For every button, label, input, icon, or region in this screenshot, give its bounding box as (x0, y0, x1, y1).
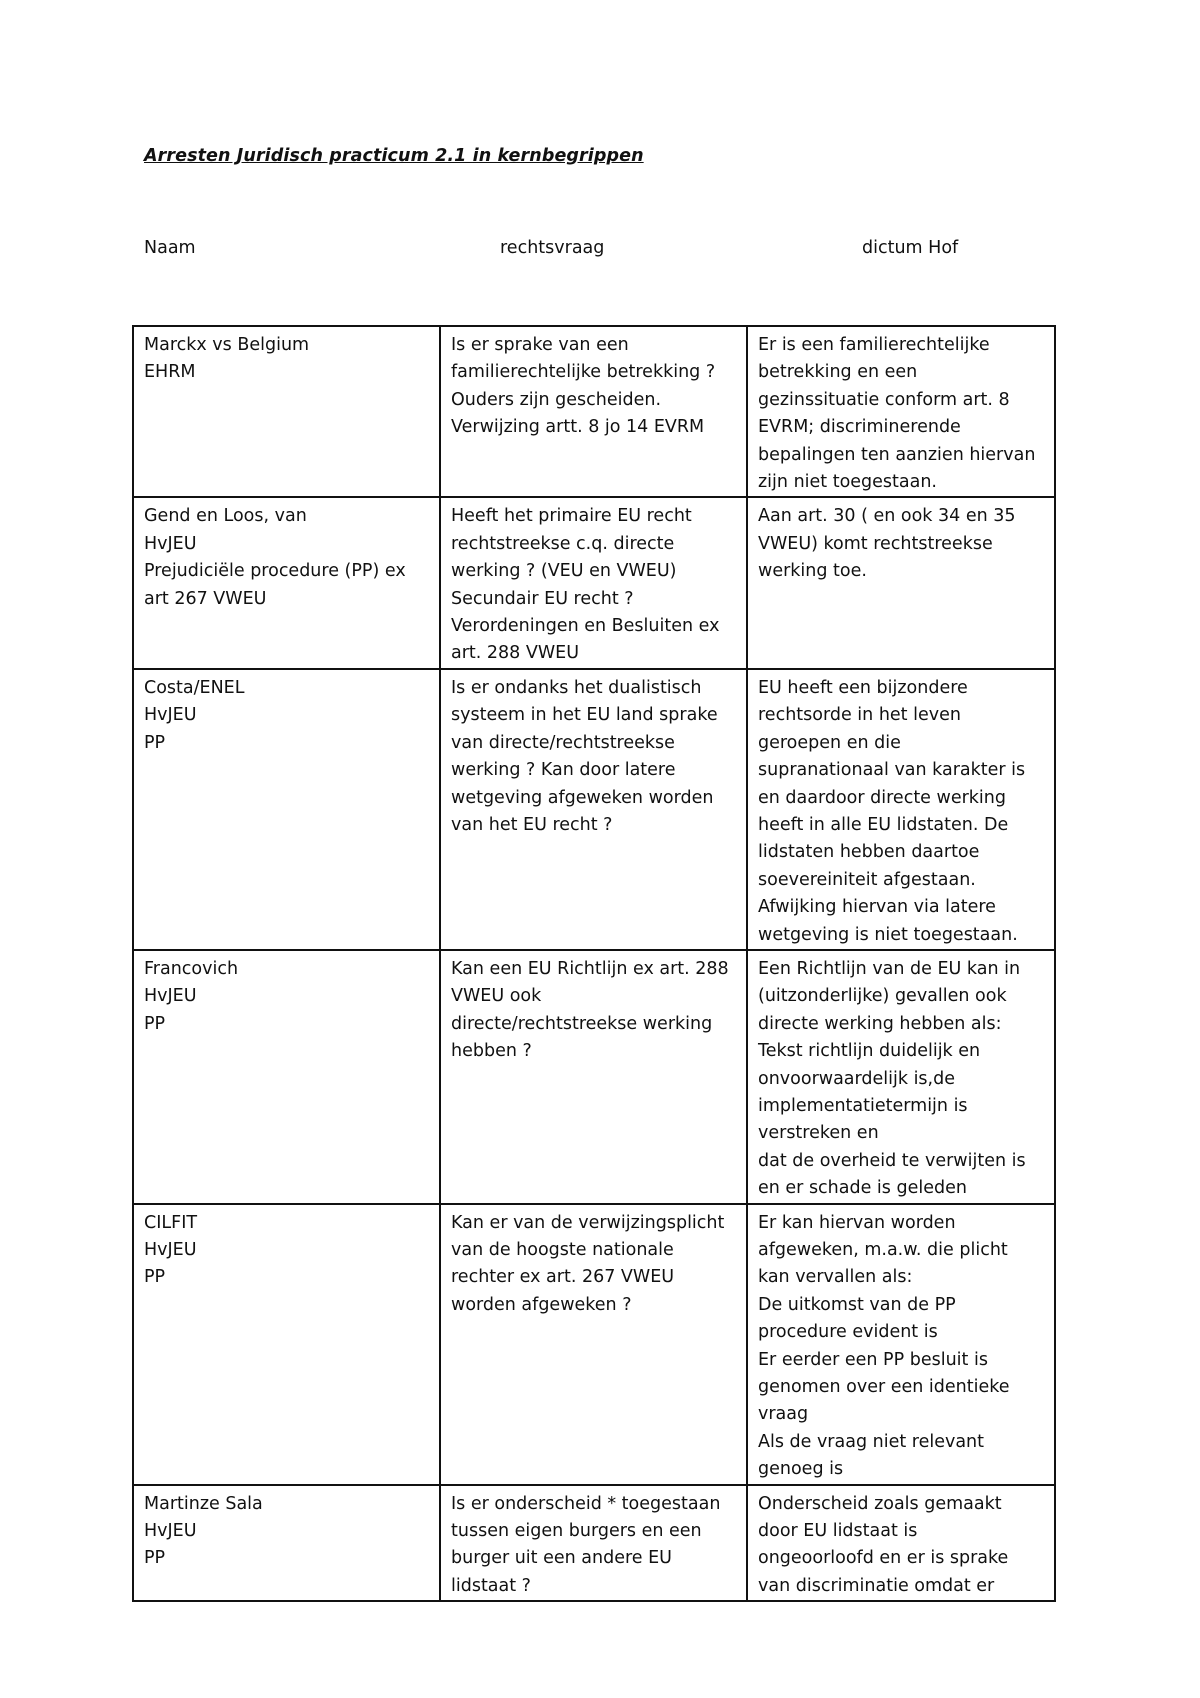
naam-cell (133, 1485, 440, 1602)
cell-line: Verwijzing artt. 8 jo 14 EVRM (451, 417, 705, 438)
naam-cell (133, 669, 440, 950)
cell-line: EVRM; discriminerende (758, 417, 961, 438)
cell-line: vraag (758, 1404, 809, 1425)
cell-line: zijn niet toegestaan. (758, 472, 937, 493)
cell-line: (uitzonderlijke) gevallen ook (758, 986, 1007, 1007)
cell-line: Een Richtlijn van de EU kan in (758, 958, 1021, 979)
cell-line: Verordeningen en Besluiten ex (451, 616, 720, 637)
cell-line: Er is een familierechtelijke (758, 335, 990, 355)
cell-line: geroepen en die (758, 732, 901, 753)
cell-line: burger uit een andere EU (451, 1548, 672, 1569)
table-row (133, 497, 1055, 668)
cell-line: familierechtelijke betrekking ? (451, 362, 716, 383)
cell-line: CILFIT (144, 1212, 198, 1233)
cell-line: Heeft het primaire EU recht (451, 506, 692, 527)
cell-line: van de hoogste nationale (451, 1240, 674, 1260)
cell-line: Is er sprake van een (451, 335, 629, 355)
cell-line: wetgeving afgeweken worden (451, 787, 714, 808)
cell-line: Gend en Loos, van (144, 506, 307, 527)
cell-line: hebben ? (451, 1041, 532, 1062)
naam-cell (133, 1204, 440, 1485)
cell-line: EU heeft een bijzondere (758, 677, 968, 698)
cell-line: ongeoorloofd en er is sprake (758, 1548, 1009, 1569)
cell-line: implementatietermijn is (758, 1095, 968, 1116)
cell-line: lidstaten hebben daartoe (758, 842, 980, 863)
dictum-cell (747, 497, 1055, 668)
cell-line: bepalingen ten aanzien hiervan (758, 444, 1036, 465)
cell-line: VWEU) komt rechtstreekse (758, 533, 993, 554)
cell-line: VWEU ook (451, 986, 542, 1007)
table-row (133, 669, 1055, 950)
dictum-cell (747, 326, 1055, 497)
cell-line: HvJEU (144, 1240, 197, 1260)
naam-cell (133, 950, 440, 1204)
cell-line: tussen eigen burgers en een (451, 1521, 702, 1542)
cell-line: lidstaat ? (451, 1575, 531, 1596)
cell-line: Is er onderscheid * toegestaan (451, 1493, 721, 1514)
rechtsvraag-cell (440, 1485, 747, 1602)
dictum-cell (747, 669, 1055, 950)
cell-line: Er eerder een PP besluit is (758, 1349, 988, 1370)
cell-line: Kan een EU Richtlijn ex art. 288 (451, 958, 729, 979)
cell-line: werking ? (VEU en VWEU) (451, 561, 677, 582)
cell-line: onvoorwaardelijk is,de (758, 1068, 955, 1089)
cell-line: PP (144, 732, 166, 753)
rechtsvraag-cell (440, 950, 747, 1204)
cell-line: PP (144, 1267, 166, 1288)
rechtsvraag-cell (440, 1204, 747, 1485)
cell-line: Costa/ENEL (144, 677, 245, 698)
cell-line: Is er ondanks het dualistisch (451, 677, 702, 698)
table-row (133, 1485, 1055, 1602)
rechtsvraag-cell (440, 497, 747, 668)
cell-line: Aan art. 30 ( en ook 34 en 35 (758, 506, 1016, 527)
rechtsvraag-cell (440, 326, 747, 497)
column-header-rechtsvraag: rechtsvraag (500, 238, 605, 258)
cell-line: directe werking hebben als: (758, 1013, 1002, 1034)
arresten-table-body (133, 326, 1055, 1601)
arresten-table (132, 325, 1056, 1602)
cell-line: verstreken en (758, 1123, 879, 1144)
cell-line: van directe/rechtstreekse (451, 732, 675, 753)
cell-line: art. 288 VWEU (451, 643, 580, 664)
cell-line: en er schade is geleden (758, 1178, 967, 1199)
cell-line: HvJEU (144, 986, 197, 1007)
cell-line: supranationaal van karakter is (758, 760, 1026, 781)
cell-line: EHRM (144, 362, 196, 383)
rechtsvraag-cell (440, 669, 747, 950)
cell-line: HvJEU (144, 1521, 197, 1542)
cell-line: Ouders zijn gescheiden. (451, 389, 662, 410)
cell-line: werking ? Kan door latere (451, 760, 676, 781)
dictum-cell (747, 1485, 1055, 1602)
cell-line: Onderscheid zoals gemaakt (758, 1493, 1002, 1514)
table-row (133, 326, 1055, 497)
cell-line: De uitkomst van de PP (758, 1294, 956, 1315)
table-row (133, 1204, 1055, 1485)
cell-line: van discriminatie omdat er (758, 1575, 995, 1596)
naam-cell (133, 326, 440, 497)
cell-line: genoeg is (758, 1459, 844, 1480)
cell-line: van het EU recht ? (451, 814, 613, 835)
cell-line: PP (144, 1013, 166, 1034)
cell-line: worden afgeweken ? (451, 1294, 632, 1315)
cell-line: rechter ex art. 267 VWEU (451, 1267, 675, 1288)
cell-line: soevereiniteit afgestaan. (758, 869, 976, 890)
cell-line: genomen over een identieke (758, 1377, 1010, 1398)
dictum-cell (747, 950, 1055, 1204)
column-header-dictum: dictum Hof (862, 238, 959, 258)
cell-line: PP (144, 1548, 166, 1569)
cell-line: wetgeving is niet toegestaan. (758, 924, 1018, 945)
cell-line: en daardoor directe werking (758, 787, 1006, 808)
table-row (133, 950, 1055, 1204)
cell-line: Tekst richtlijn duidelijk en (758, 1041, 981, 1062)
cell-line: heeft in alle EU lidstaten. De (758, 814, 1009, 835)
cell-line: afgeweken, m.a.w. die plicht (758, 1240, 1008, 1260)
cell-line: Er kan hiervan worden (758, 1212, 956, 1233)
cell-line: door EU lidstaat is (758, 1521, 918, 1542)
cell-line: werking toe. (758, 561, 867, 582)
cell-line: Als de vraag niet relevant (758, 1431, 985, 1452)
cell-line: rechtsorde in het leven (758, 705, 961, 726)
naam-cell (133, 497, 440, 668)
dictum-cell (747, 1204, 1055, 1485)
cell-line: Kan er van de verwijzingsplicht (451, 1212, 725, 1233)
cell-line: Afwijking hiervan via latere (758, 897, 996, 918)
cell-line: gezinssituatie conform art. 8 (758, 389, 1010, 410)
document-title: Arresten Juridisch practicum 2.1 in kernbegrippen (144, 146, 644, 166)
cell-line: kan vervallen als: (758, 1267, 913, 1288)
cell-line: Prejudiciële procedure (PP) ex (144, 561, 406, 582)
cell-line: systeem in het EU land sprake (451, 705, 718, 726)
cell-line: HvJEU (144, 705, 197, 726)
cell-line: procedure evident is (758, 1322, 938, 1343)
cell-line: Francovich (144, 958, 239, 979)
cell-line: Marckx vs Belgium (144, 335, 310, 355)
cell-line: Martinze Sala (144, 1493, 263, 1514)
cell-line: rechtstreekse c.q. directe (451, 533, 675, 554)
cell-line: directe/rechtstreekse werking (451, 1013, 713, 1034)
cell-line: Secundair EU recht ? (451, 588, 634, 609)
cell-line: dat de overheid te verwijten is (758, 1150, 1026, 1171)
cell-line: art 267 VWEU (144, 588, 267, 609)
column-header-naam: Naam (144, 238, 196, 258)
cell-line: betrekking en een (758, 362, 918, 383)
cell-line: HvJEU (144, 533, 197, 554)
